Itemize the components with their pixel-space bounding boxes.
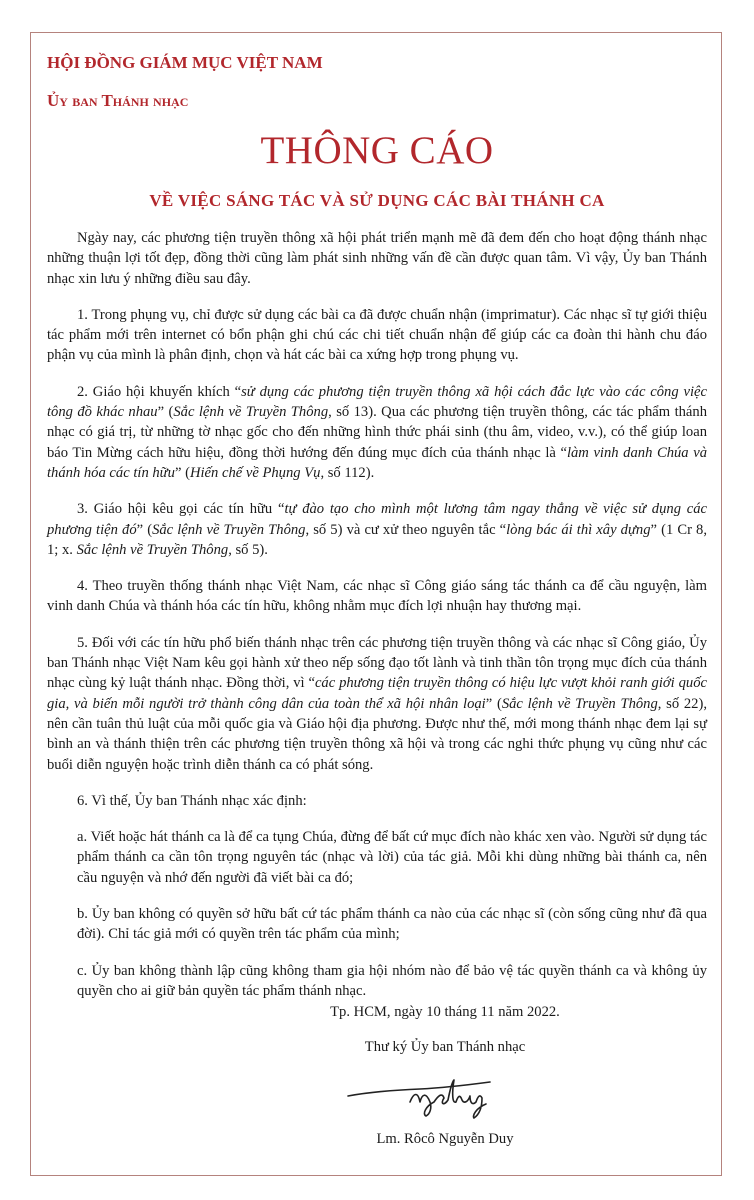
committee-name <box>47 91 188 111</box>
organization-name: HỘI ĐỒNG GIÁM MỤC VIỆT NAM <box>47 53 323 72</box>
p2-text: , số 112). <box>320 464 375 481</box>
signoff-role: Thư ký Ủy ban Thánh nhạc <box>364 1039 526 1055</box>
paragraph-3 <box>47 499 707 560</box>
p2-text: ” ( <box>157 404 174 421</box>
handwritten-signature <box>340 1062 540 1120</box>
p3-text: 3. Giáo hội kêu gọi các tín hữu “ <box>77 501 285 518</box>
list-item-c: c. Ủy ban không thành lập cũng không tham gia hội nhóm nào để bảo vệ tác quyền thánh ca và không ủy quyền cho ai giữ bản quyền tác phẩm thánh nhạc. <box>77 962 707 999</box>
p2-text: 2. Giáo hội khuyến khích “ <box>77 383 242 400</box>
list-item-b: b. Ủy ban không có quyền sở hữu bất cứ tác phẩm thánh ca nào của các nhạc sĩ (còn sống cũng như đã qua đời). Chỉ tác giả mới có quyền trên tác phẩm của mình; <box>77 906 707 943</box>
p2-quote: làm vinh danh Chúa và thánh hóa các tín hữu <box>47 444 707 481</box>
committee-name-text: Ủy ban Thánh nhạc <box>47 91 189 110</box>
p3-citation: Sắc lệnh về Truyền Thông <box>152 521 306 538</box>
paragraph-5 <box>47 633 707 775</box>
p5-text: , số 22), nên cần tuân thủ luật của mỗi quốc gia và Giáo hội địa phương. Được như thế, mới mong thánh nhạc đem lại sự bình an và thánh thiện trên các phương tiện truyền thông xã hội và trong các nghi thức phụng vụ cũng như các buổi diễn nguyện hoặc trình diễn thánh ca có phát sóng. <box>47 695 707 773</box>
p2-text: , số 13). Qua các phương tiện truyền thông, các tác phẩm thánh nhạc có giá trị, từ những tờ nhạc gốc cho đến những hình thức phái sinh (thu âm, video, v.v.), có thể giúp loan báo Tin Mừng cách hữu hiệu, đồng thời hướng đến đúng mục đích của thánh nhạc là “ <box>47 404 707 461</box>
p2-citation: Sắc lệnh về Truyền Thông <box>173 404 329 421</box>
p3-quote: tự đào tạo cho mình một lương tâm ngay thẳng về việc sử dụng các phương tiện đó <box>47 501 707 538</box>
p2-quote: sử dụng các phương tiện truyền thông xã hội cách đắc lực vào các công việc tông đồ khác nhau <box>47 383 707 421</box>
intro-paragraph: Ngày nay, các phương tiện truyền thông xã hội phát triển mạnh mẽ đã đem đến cho hoạt động thánh nhạc những thuận lợi tốt đẹp, đồng thời cũng làm phát sinh những vấn đề cần được quan tâm. Vì vậy, Ủy ban Thánh nhạc xin lưu ý những điều sau đây. <box>47 230 707 287</box>
p3-text: , số 5). <box>228 541 268 558</box>
paragraph-6: 6. Vì thế, Ủy ban Thánh nhạc xác định: <box>77 792 307 809</box>
p5-citation: Sắc lệnh về Truyền Thông <box>501 695 658 712</box>
p3-quote: lòng bác ái thì xây dựng <box>506 521 651 538</box>
paragraph-2 <box>47 382 707 483</box>
p3-text: , số 5) và cư xử theo nguyên tắc “ <box>305 521 507 538</box>
p5-quote: các phương tiện truyền thông có hiệu lực vượt khỏi ranh giới quốc gia, và biến mỗi người trở thành công dân của toàn thể xã hội nhân loại <box>47 675 707 712</box>
paragraph-4: 4. Theo truyền thống thánh nhạc Việt Nam, các nhạc sĩ Công giáo sáng tác thánh ca để cầu nguyện, làm vinh danh Chúa và thánh hóa các tín hữu, không nhằm mục đích lợi nhuận hay thương mại. <box>47 578 707 615</box>
list-item-a: a. Viết hoặc hát thánh ca là để ca tụng Chúa, đừng để bất cứ mục đích nào khác xen vào. Người sử dụng tác phẩm thánh ca cần tôn trọng nguyên tác (nhạc và lời) của tác giả. Mỗi khi dùng những bài thánh ca, nên cầu nguyện và nhớ đến người đã viết bài ca đó; <box>77 829 707 886</box>
p2-text: ” ( <box>174 464 190 481</box>
p2-citation: Hiến chế về Phụng Vụ <box>189 464 321 481</box>
p3-citation: Sắc lệnh về Truyền Thông <box>76 541 229 558</box>
p3-text: ” ( <box>136 521 153 538</box>
signoff-date: Tp. HCM, ngày 10 tháng 11 năm 2022. <box>330 1004 560 1020</box>
document-body <box>47 228 707 1017</box>
signoff-name: Lm. Rôcô Nguyễn Duy <box>376 1131 514 1147</box>
p5-text: ” ( <box>485 695 502 712</box>
document-subtitle: VỀ VIỆC SÁNG TÁC VÀ SỬ DỤNG CÁC BÀI THÁNH CA <box>149 191 605 210</box>
p5-text: 5. Đối với các tín hữu phổ biến thánh nhạc trên các phương tiện truyền thông và các nhạc sĩ Công giáo, Ủy ban Thánh nhạc Việt Nam kêu gọi hành xử theo nếp sống đạo tốt lành và tinh thần tôn trọng mục đích của thánh nhạc cùng kỷ luật thánh nhạc. Đồng thời, vì “ <box>47 634 707 692</box>
paragraph-1: 1. Trong phụng vụ, chỉ được sử dụng các bài ca đã được chuẩn nhận (imprimatur). Các nhạc sĩ tự giới thiệu tác phẩm mới trên internet có bổn phận ghi chú các chi tiết chuẩn nhận để giúp các ca đoàn thi hành chu đáo phận vụ của mình là phân định, chọn và hát các bài ca xứng hợp trong phụng vụ. <box>47 306 707 364</box>
document-title: THÔNG CÁO <box>260 129 494 172</box>
p3-text: ” (1 Cr 8, 1; x. <box>47 521 707 558</box>
